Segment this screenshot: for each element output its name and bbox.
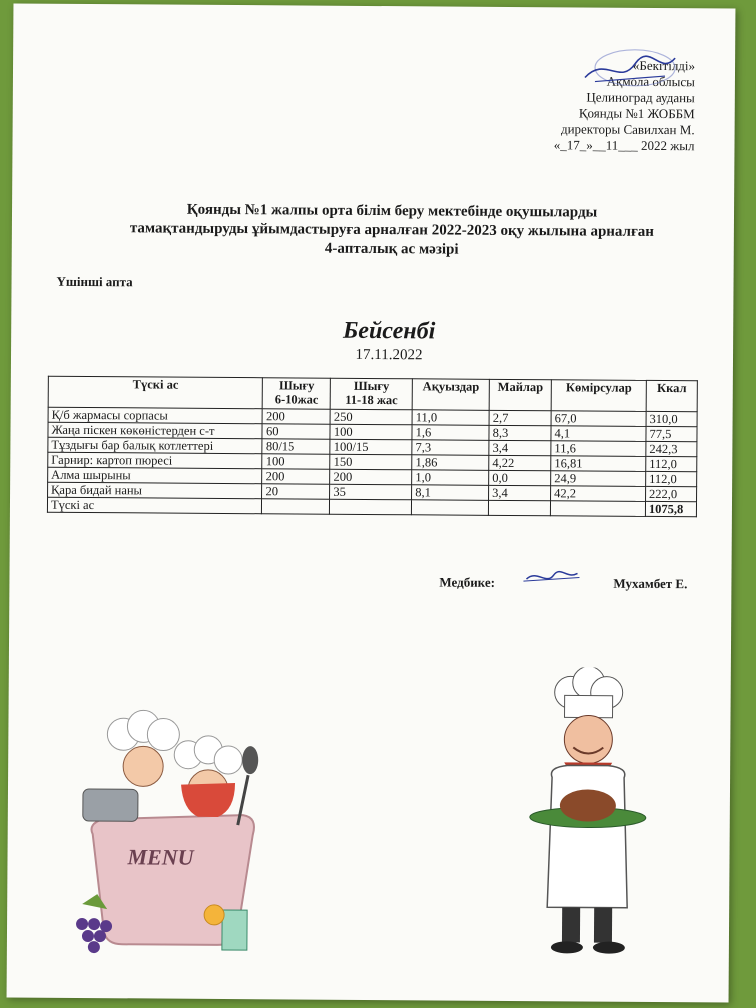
- total-empty-cell: [489, 500, 551, 515]
- cell-young: 60: [262, 424, 330, 439]
- cell-young: 100: [262, 454, 330, 469]
- header-kcal: Ккал: [646, 380, 697, 411]
- cell-kcal: 112,0: [646, 456, 697, 471]
- cell-protein: 8,1: [412, 485, 489, 501]
- menu-board-text: MENU: [127, 844, 194, 870]
- cell-carbs: 4,1: [551, 426, 646, 442]
- total-empty-cell: [412, 500, 489, 516]
- cell-carbs: 11,6: [551, 441, 646, 457]
- total-kcal: 1075,8: [645, 501, 696, 516]
- table-header-row: [48, 376, 697, 412]
- cell-kcal: 310,0: [646, 411, 697, 426]
- cell-young: 80/15: [262, 439, 330, 454]
- cell-name: Жаңа піскен көкөністерден с-т: [48, 422, 263, 438]
- director-signature: [565, 45, 685, 96]
- cell-kcal: 242,3: [646, 441, 697, 456]
- cell-protein: 7,3: [412, 440, 489, 456]
- cell-protein: 1,0: [412, 470, 489, 486]
- cell-young: 200: [263, 409, 331, 424]
- cell-fat: 3,4: [489, 485, 551, 500]
- cell-fat: 0,0: [489, 470, 551, 485]
- cell-protein: 1,86: [412, 455, 489, 471]
- title-line-3: 4-апталық ас мәзірі: [324, 240, 459, 258]
- cell-old: 35: [330, 484, 412, 500]
- cell-fat: 2,7: [489, 410, 551, 425]
- week-label: Үшінші апта: [56, 273, 133, 290]
- cell-carbs: 67,0: [551, 411, 646, 427]
- nurse-name: Мухамбет Е.: [613, 575, 688, 592]
- cell-kcal: 222,0: [646, 486, 697, 501]
- cell-fat: 8,3: [489, 425, 551, 440]
- total-empty-cell: [550, 501, 645, 517]
- cell-kcal: 77,5: [646, 426, 697, 441]
- chef-illustration: [527, 667, 669, 958]
- approval-line-2: Ақмола облысы: [606, 73, 696, 90]
- cell-name: Гарнир: картоп пюресі: [48, 452, 263, 468]
- cell-carbs: 42,2: [551, 486, 646, 502]
- header-carbs: Көмірсулар: [551, 380, 646, 412]
- approval-block: [474, 57, 695, 155]
- cell-old: 150: [330, 454, 412, 470]
- total-empty-cell: [330, 499, 412, 515]
- cell-carbs: 24,9: [551, 471, 646, 487]
- menu-sheet: [7, 3, 736, 1002]
- title-line-1: Қоянды №1 жалпы орта білім беру мектебінде оқушыларды: [186, 201, 598, 221]
- header-old: Шығу 11-18 жас: [331, 378, 413, 410]
- cell-carbs: 16,81: [551, 456, 646, 472]
- approval-line-1: «Бекітілді»: [632, 57, 696, 74]
- document-title: [52, 200, 732, 262]
- approval-line-3: Целиноград ауданы: [586, 89, 695, 106]
- title-line-2: тамақтандыруды ұйымдастыруға арналған 2022-2023 оқу жылына арналған: [129, 220, 655, 240]
- cell-old: 100/15: [330, 439, 412, 455]
- header-young: Шығу 6-10жас: [263, 378, 331, 409]
- day-heading: Бейсенбі: [343, 317, 436, 345]
- cell-young: 200: [262, 469, 330, 484]
- cell-old: 200: [330, 469, 412, 485]
- cell-fat: 4,22: [489, 455, 551, 470]
- table-total-row: [47, 497, 696, 517]
- total-label: Түскі ас: [47, 497, 262, 513]
- total-empty-cell: [262, 499, 330, 514]
- header-fat: Майлар: [489, 379, 551, 410]
- date-label: 17.11.2022: [355, 346, 423, 364]
- nurse-signature: [521, 565, 581, 589]
- header-name: Түскі ас: [48, 376, 263, 408]
- cell-fat: 3,4: [489, 440, 551, 455]
- cell-name: Қара бидай наны: [48, 482, 263, 498]
- cell-protein: 1,6: [412, 425, 489, 441]
- cell-name: Тұздығы бар балық котлеттері: [48, 437, 263, 453]
- cell-young: 20: [262, 484, 330, 499]
- cell-name: Алма шырыны: [48, 467, 263, 483]
- nurse-label: Медбике:: [439, 574, 496, 590]
- menu-table: [47, 376, 698, 518]
- approval-line-4: Қоянды №1 ЖОББМ: [578, 105, 695, 122]
- approval-line-5: директоры Савилхан М.: [560, 121, 695, 138]
- cell-protein: 11,0: [412, 410, 489, 426]
- header-protein: Ақуыздар: [412, 379, 489, 411]
- approval-line-6: «_17_»__11___ 2022 жыл: [553, 137, 695, 154]
- kids-cooking-illustration: [62, 704, 289, 961]
- cell-old: 100: [330, 424, 412, 440]
- cell-old: 250: [330, 409, 412, 425]
- cell-name: Қ/б жармасы сорпасы: [48, 407, 263, 423]
- cell-kcal: 112,0: [646, 471, 697, 486]
